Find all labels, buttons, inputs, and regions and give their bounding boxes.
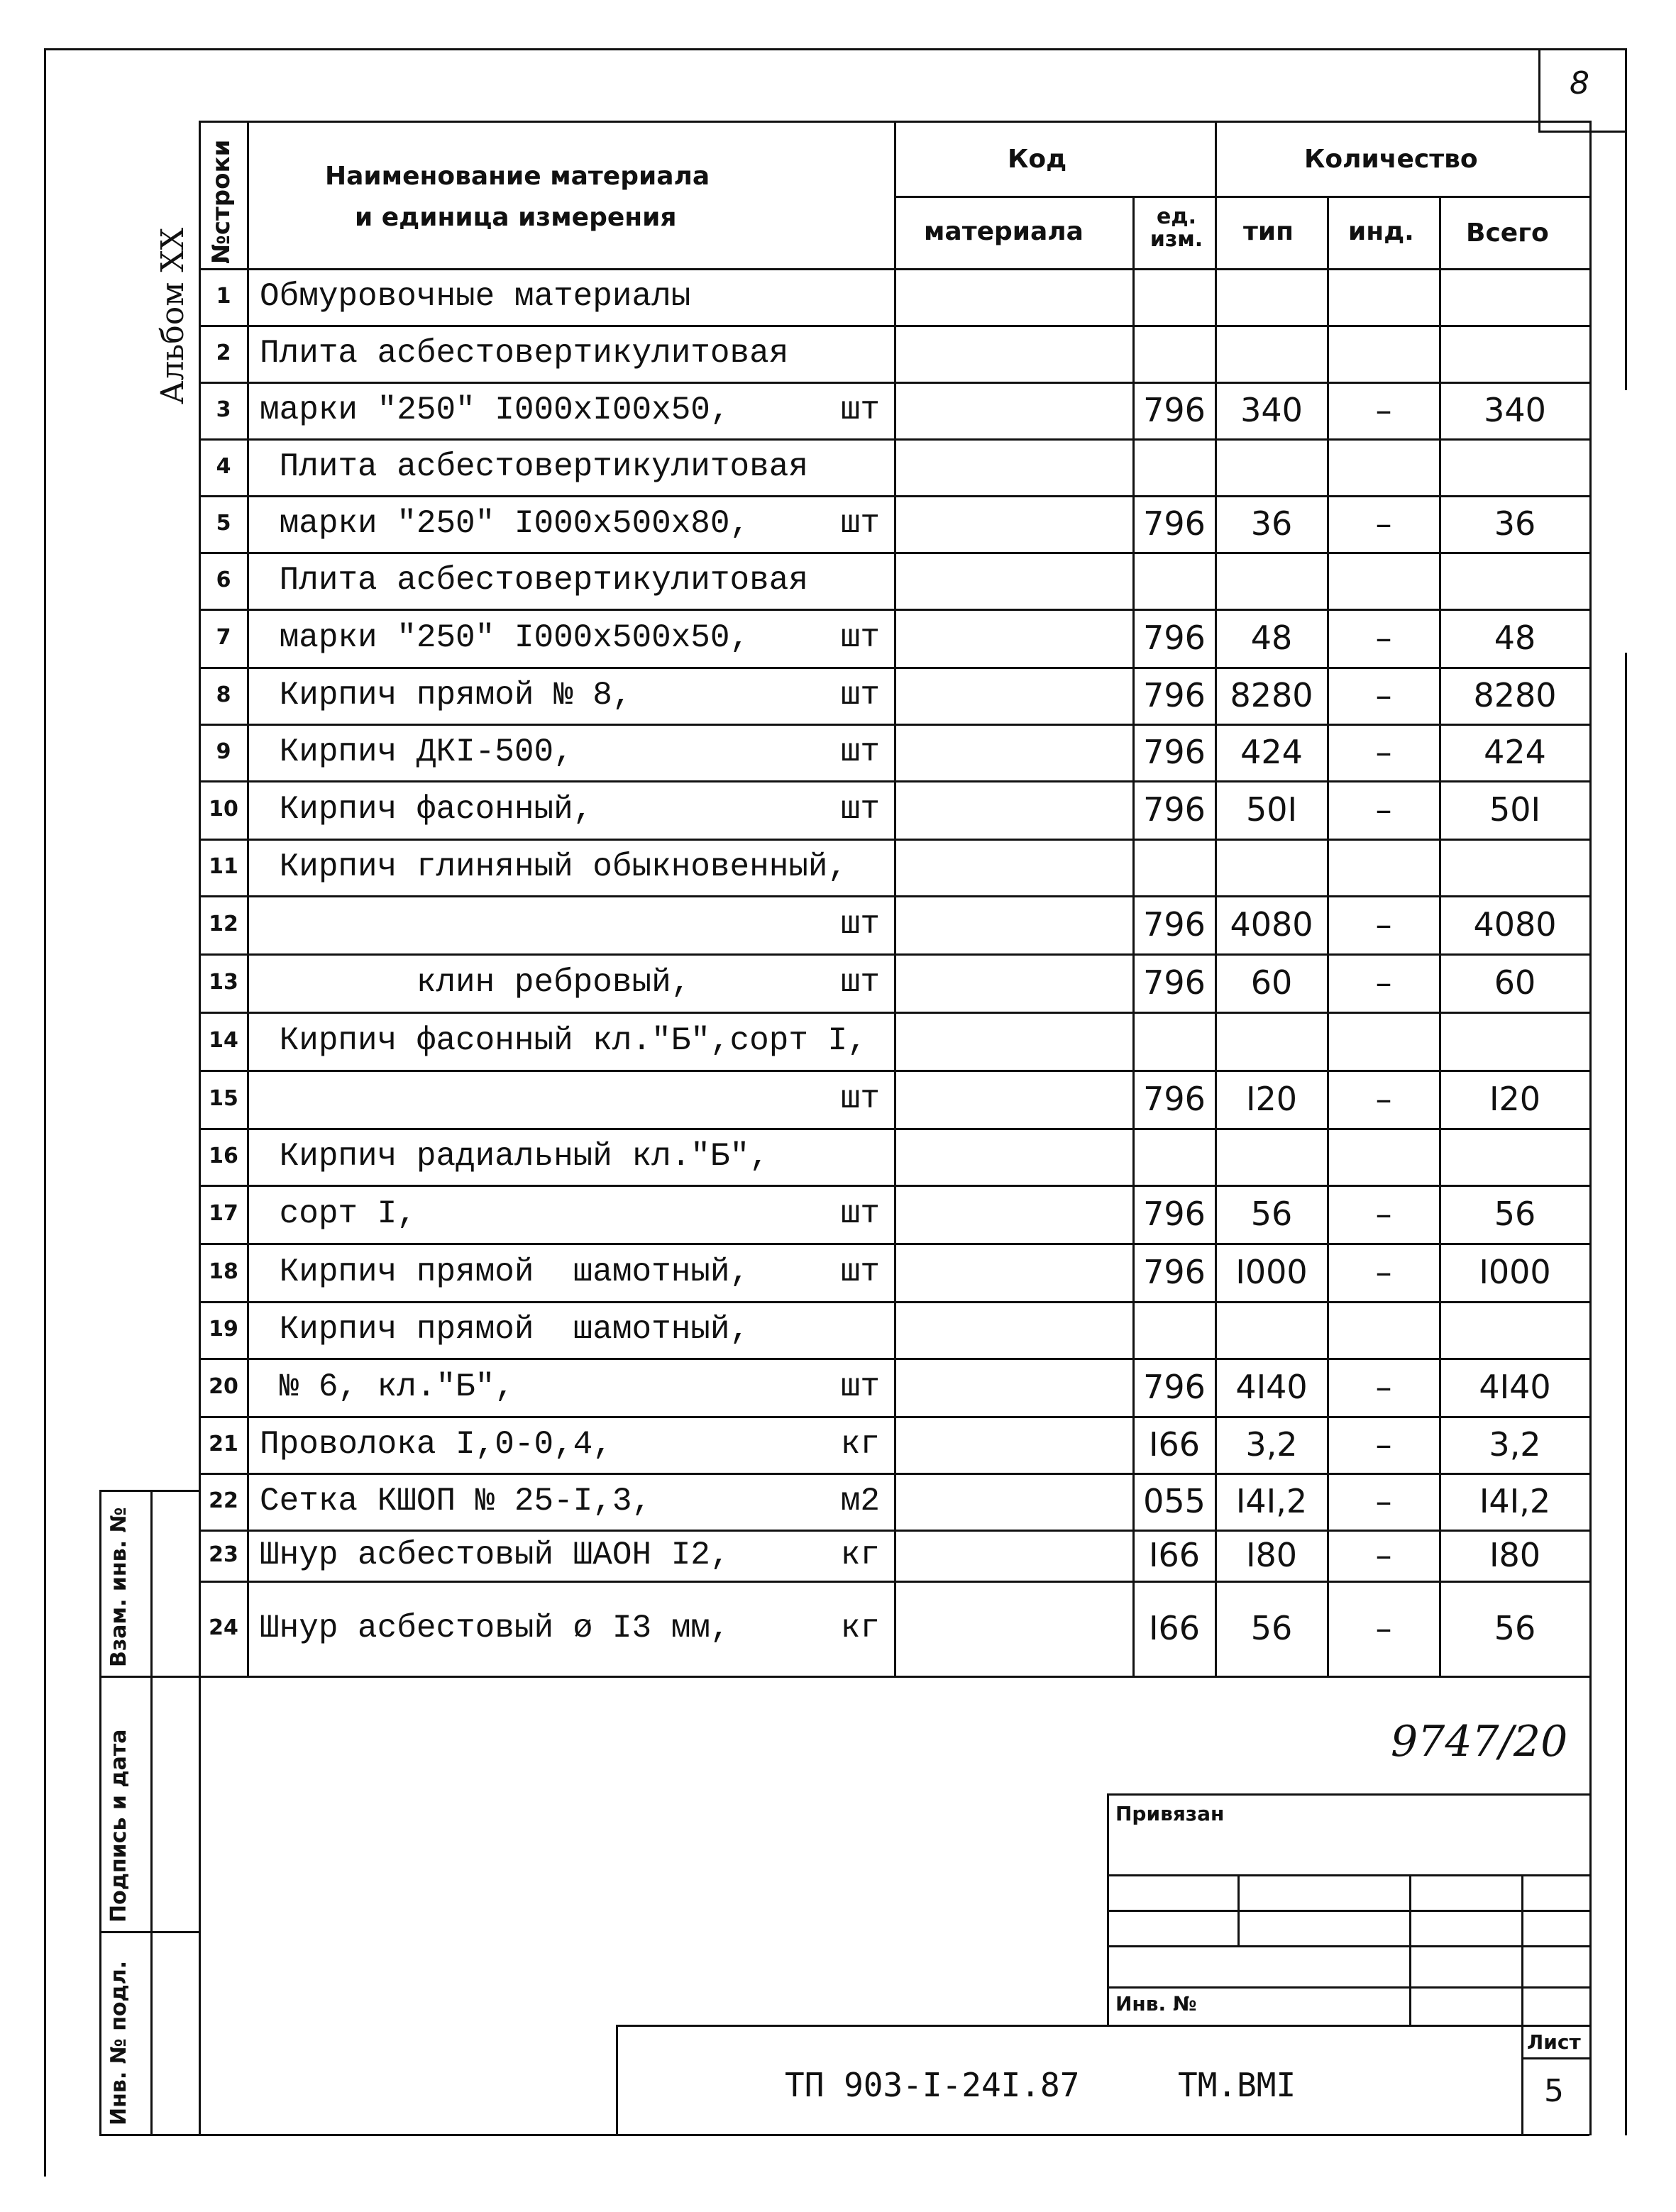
row-total-qty [1440, 839, 1589, 895]
row-total-qty: I4I,2 [1479, 1482, 1551, 1520]
side-stamp-line-1 [99, 1676, 199, 1678]
header-total: Всего [1466, 219, 1549, 248]
header-name-line2: и единица измерения [355, 203, 677, 232]
row-unit: шт [840, 677, 880, 714]
row-name: Проволока I,0-0,4, [260, 1426, 612, 1463]
row-total-qty: 50I [1489, 790, 1541, 829]
row-type-qty [1216, 552, 1327, 609]
row-total-qty [1440, 1128, 1589, 1185]
row-code: 796 [1143, 1368, 1206, 1406]
row-ind-qty [1328, 1301, 1439, 1358]
row-name: клин ребровый, [260, 964, 691, 1001]
row-total-qty [1440, 1301, 1589, 1358]
row-total-qty: I20 [1489, 1080, 1541, 1118]
privyazan-label: Привязан [1115, 1802, 1225, 1825]
row-code: 796 [1143, 733, 1206, 771]
row-ind-qty: – [1375, 676, 1392, 714]
row-name: Кирпич фасонный, [260, 791, 593, 828]
row-code: 796 [1143, 1195, 1206, 1233]
row-name: № 6, кл."Б", [260, 1368, 514, 1405]
row-total-qty: 8280 [1473, 676, 1557, 714]
row-total-qty: 3,2 [1489, 1425, 1541, 1464]
designation: ТП 903-I-24I.87 [785, 2066, 1080, 2104]
right-frame-line-upper [1625, 48, 1627, 390]
row-ind-qty [1328, 552, 1439, 609]
header-unit: ед. изм. [1150, 204, 1203, 252]
row-name: Шнур асбестовый ШАОН I2, [260, 1537, 730, 1574]
row-total-qty [1440, 268, 1589, 325]
row-name: Плита асбестовертикулитовая [260, 335, 789, 372]
row-total-qty: 56 [1494, 1609, 1536, 1647]
row-ind-qty: – [1375, 1536, 1392, 1574]
row-separator [199, 1676, 1589, 1678]
row-total-qty: 4080 [1473, 905, 1557, 944]
row-code: I66 [1148, 1609, 1201, 1647]
row-type-qty: 4080 [1230, 905, 1313, 944]
row-number: 6 [216, 568, 231, 592]
row-type-qty [1216, 839, 1327, 895]
row-total-qty: 48 [1494, 619, 1536, 657]
row-code [1134, 1301, 1215, 1358]
row-code [1134, 325, 1215, 382]
row-ind-qty [1328, 438, 1439, 495]
row-name: Кирпич глиняный обыкновенный, [260, 848, 848, 885]
row-unit: шт [840, 1195, 880, 1232]
row-type-qty: I20 [1245, 1080, 1298, 1118]
col-line-code-left [894, 121, 896, 1676]
row-number: 9 [216, 739, 231, 764]
row-name: Шнур асбестовый ø I3 мм, [260, 1610, 730, 1647]
row-unit [773, 1128, 880, 1185]
tb-grid-vline-3 [1521, 1874, 1523, 2025]
row-code: 796 [1143, 1080, 1206, 1118]
row-unit [773, 1012, 880, 1070]
row-type-qty: 424 [1240, 733, 1303, 771]
row-code: 796 [1143, 963, 1206, 1002]
row-type-qty: 60 [1250, 963, 1293, 1002]
row-name: Кирпич прямой шамотный, [260, 1311, 750, 1348]
row-unit: шт [840, 1254, 880, 1290]
header-type: тип [1243, 217, 1294, 246]
row-unit [773, 552, 880, 609]
row-unit: шт [840, 964, 880, 1001]
side-stamp-mid-line [150, 1490, 153, 2134]
left-margin-line [44, 48, 46, 2177]
row-code: 796 [1143, 1253, 1206, 1291]
sheet-number: 5 [1544, 2073, 1564, 2109]
row-unit [773, 438, 880, 495]
row-code: 796 [1143, 905, 1206, 944]
row-ind-qty [1328, 325, 1439, 382]
row-unit: кг [840, 1426, 880, 1463]
row-number: 8 [216, 682, 231, 707]
row-ind-qty: – [1375, 1368, 1392, 1406]
row-type-qty: 4I40 [1235, 1368, 1308, 1406]
row-code: 796 [1143, 619, 1206, 657]
header-row-no: №строки [207, 139, 236, 264]
tb-line-privyazan-top [1107, 1793, 1589, 1796]
right-frame-line-lower [1625, 653, 1627, 2135]
col-line-name-left [247, 121, 249, 1676]
row-name: марки "250" I000x500x50, [260, 619, 750, 656]
row-type-qty: 50I [1245, 790, 1298, 829]
album-label: Альбом XX [155, 227, 191, 404]
sheet-label: Лист [1527, 2030, 1581, 2054]
row-code [1134, 268, 1215, 325]
row-ind-qty [1328, 268, 1439, 325]
tb-main-left-line [616, 2025, 618, 2134]
row-number: 13 [209, 970, 238, 995]
top-frame-line [44, 48, 1625, 50]
row-unit: кг [840, 1610, 880, 1647]
row-ind-qty [1328, 1128, 1439, 1185]
row-ind-qty: – [1375, 1253, 1392, 1291]
row-name: Кирпич радиальный кл."Б", [260, 1138, 769, 1175]
row-ind-qty [1328, 1012, 1439, 1070]
row-number: 21 [209, 1432, 238, 1456]
row-total-qty: 56 [1494, 1195, 1536, 1233]
row-unit [773, 268, 880, 325]
row-number: 17 [209, 1201, 238, 1226]
row-type-qty: 340 [1240, 391, 1303, 429]
row-name: Кирпич прямой № 8, [260, 677, 632, 714]
row-code [1134, 839, 1215, 895]
row-number: 14 [209, 1028, 238, 1053]
row-name: Кирпич фасонный кл."Б",сорт I, [260, 1022, 867, 1059]
row-type-qty: I80 [1245, 1536, 1298, 1574]
row-number: 7 [216, 625, 231, 650]
row-ind-qty [1328, 839, 1439, 895]
row-total-qty: I000 [1479, 1253, 1551, 1291]
row-total-qty [1440, 325, 1589, 382]
row-number: 22 [209, 1488, 238, 1513]
row-unit: шт [840, 1080, 880, 1117]
row-unit [773, 1301, 880, 1358]
row-ind-qty: – [1375, 391, 1392, 429]
row-code: 796 [1143, 790, 1206, 829]
row-type-qty [1216, 325, 1327, 382]
row-code [1134, 1128, 1215, 1185]
row-ind-qty: – [1375, 504, 1392, 543]
header-individual: инд. [1348, 217, 1414, 246]
tb-main-top-line [616, 2025, 1589, 2027]
side-stamp-line-2 [99, 1931, 199, 1933]
tb-grid-line-3 [1107, 1945, 1589, 1947]
row-code: I66 [1148, 1536, 1201, 1574]
row-type-qty: 56 [1250, 1609, 1293, 1647]
row-type-qty: I4I,2 [1235, 1482, 1308, 1520]
row-type-qty [1216, 438, 1327, 495]
col-line-right [1589, 121, 1592, 2135]
row-type-qty: I000 [1235, 1253, 1308, 1291]
row-unit: шт [840, 505, 880, 542]
row-type-qty [1216, 268, 1327, 325]
row-total-qty: 424 [1484, 733, 1546, 771]
row-code: I66 [1148, 1425, 1201, 1464]
row-unit: шт [840, 392, 880, 428]
drawing-mark: ТМ.ВМI [1178, 2066, 1296, 2104]
tb-grid-line-4 [1107, 1986, 1589, 1989]
row-name: марки "250" I000x500x80, [260, 505, 750, 542]
row-unit: шт [840, 1368, 880, 1405]
row-number: 5 [216, 511, 231, 536]
row-code: 796 [1143, 676, 1206, 714]
row-code [1134, 1012, 1215, 1070]
podpis-data-label: Подпись и дата [106, 1729, 131, 1923]
row-number: 2 [216, 341, 231, 365]
row-type-qty: 8280 [1230, 676, 1313, 714]
row-number: 4 [216, 454, 231, 479]
row-total-qty: I80 [1489, 1536, 1541, 1574]
row-type-qty [1216, 1128, 1327, 1185]
sheet-top-number: 8 [1570, 65, 1589, 101]
tb-left-line [1107, 1793, 1109, 2025]
row-total-qty: 60 [1494, 963, 1536, 1002]
row-ind-qty: – [1375, 1080, 1392, 1118]
row-number: 19 [209, 1317, 238, 1342]
row-type-qty [1216, 1301, 1327, 1358]
row-unit [773, 839, 880, 895]
handwritten-number: 9747/20 [1391, 1717, 1568, 1766]
side-stamp-top-line [99, 1490, 199, 1492]
row-code: 796 [1143, 391, 1206, 429]
row-name: Кирпич прямой шамотный, [260, 1254, 750, 1290]
inv-podl-label: Инв. № подл. [106, 1960, 131, 2125]
row-unit: м2 [840, 1483, 880, 1520]
row-name: Сетка КШОП № 25-I,3, [260, 1483, 652, 1520]
row-number: 10 [209, 797, 238, 822]
row-type-qty: 36 [1250, 504, 1293, 543]
row-total-qty: 340 [1484, 391, 1546, 429]
row-unit [773, 325, 880, 382]
row-unit: шт [840, 906, 880, 943]
row-unit: шт [840, 619, 880, 656]
row-unit: шт [840, 734, 880, 770]
page-bottom-line [99, 2134, 1589, 2136]
tb-grid-line-1 [1107, 1874, 1589, 1876]
vzam-inv-label: Взам. инв. № [106, 1507, 131, 1667]
side-stamp-left-line [99, 1490, 101, 2134]
row-total-qty: 36 [1494, 504, 1536, 543]
row-ind-qty: – [1375, 963, 1392, 1002]
row-total-qty [1440, 438, 1589, 495]
row-number: 20 [209, 1374, 238, 1399]
row-number: 18 [209, 1259, 238, 1284]
tb-sheet-mid-line [1521, 2057, 1589, 2059]
row-unit: кг [840, 1537, 880, 1574]
row-type-qty: 3,2 [1245, 1425, 1298, 1464]
row-name: сорт I, [260, 1195, 417, 1232]
row-number: 15 [209, 1086, 238, 1111]
page-number-box-left [1538, 48, 1540, 132]
row-name: Плита асбестовертикулитовая [260, 562, 808, 599]
header-mid-line [894, 196, 1589, 198]
header-name-line1: Наименование материала [325, 162, 710, 191]
tb-sheet-left-line [1521, 2025, 1523, 2134]
header-material: материала [924, 217, 1084, 246]
row-total-qty: 4I40 [1479, 1368, 1551, 1406]
row-number: 1 [216, 284, 231, 309]
row-number: 16 [209, 1144, 238, 1168]
row-ind-qty: – [1375, 1609, 1392, 1647]
row-ind-qty: – [1375, 733, 1392, 771]
row-ind-qty: – [1375, 905, 1392, 944]
row-type-qty [1216, 1012, 1327, 1070]
row-number: 24 [209, 1615, 238, 1640]
row-code: 055 [1143, 1482, 1206, 1520]
page-number-box-bottom [1538, 131, 1625, 133]
row-ind-qty: – [1375, 1425, 1392, 1464]
row-name: Кирпич ДКI-500, [260, 734, 573, 770]
row-ind-qty: – [1375, 1195, 1392, 1233]
row-number: 23 [209, 1542, 238, 1567]
row-number: 3 [216, 397, 231, 422]
row-ind-qty: – [1375, 619, 1392, 657]
inv-no-label: Инв. № [1115, 1992, 1197, 2015]
tb-grid-line-2 [1107, 1910, 1589, 1912]
row-total-qty [1440, 1012, 1589, 1070]
row-code [1134, 438, 1215, 495]
row-name: Обмуровочные материалы [260, 278, 691, 315]
row-type-qty: 56 [1250, 1195, 1293, 1233]
row-code: 796 [1143, 504, 1206, 543]
row-unit: шт [840, 791, 880, 828]
row-number: 11 [209, 854, 238, 879]
header-quantity: Количество [1304, 145, 1478, 174]
header-code: Код [1008, 145, 1067, 174]
row-code [1134, 552, 1215, 609]
tb-grid-vline-2 [1409, 1874, 1411, 2025]
row-name: Плита асбестовертикулитовая [260, 448, 808, 485]
row-ind-qty: – [1375, 1482, 1392, 1520]
row-number: 12 [209, 912, 238, 936]
tb-grid-vline-1 [1237, 1874, 1240, 1945]
row-type-qty: 48 [1250, 619, 1293, 657]
row-total-qty [1440, 552, 1589, 609]
row-ind-qty: – [1375, 790, 1392, 829]
row-name: марки "250" I000xI00x50, [260, 392, 730, 428]
